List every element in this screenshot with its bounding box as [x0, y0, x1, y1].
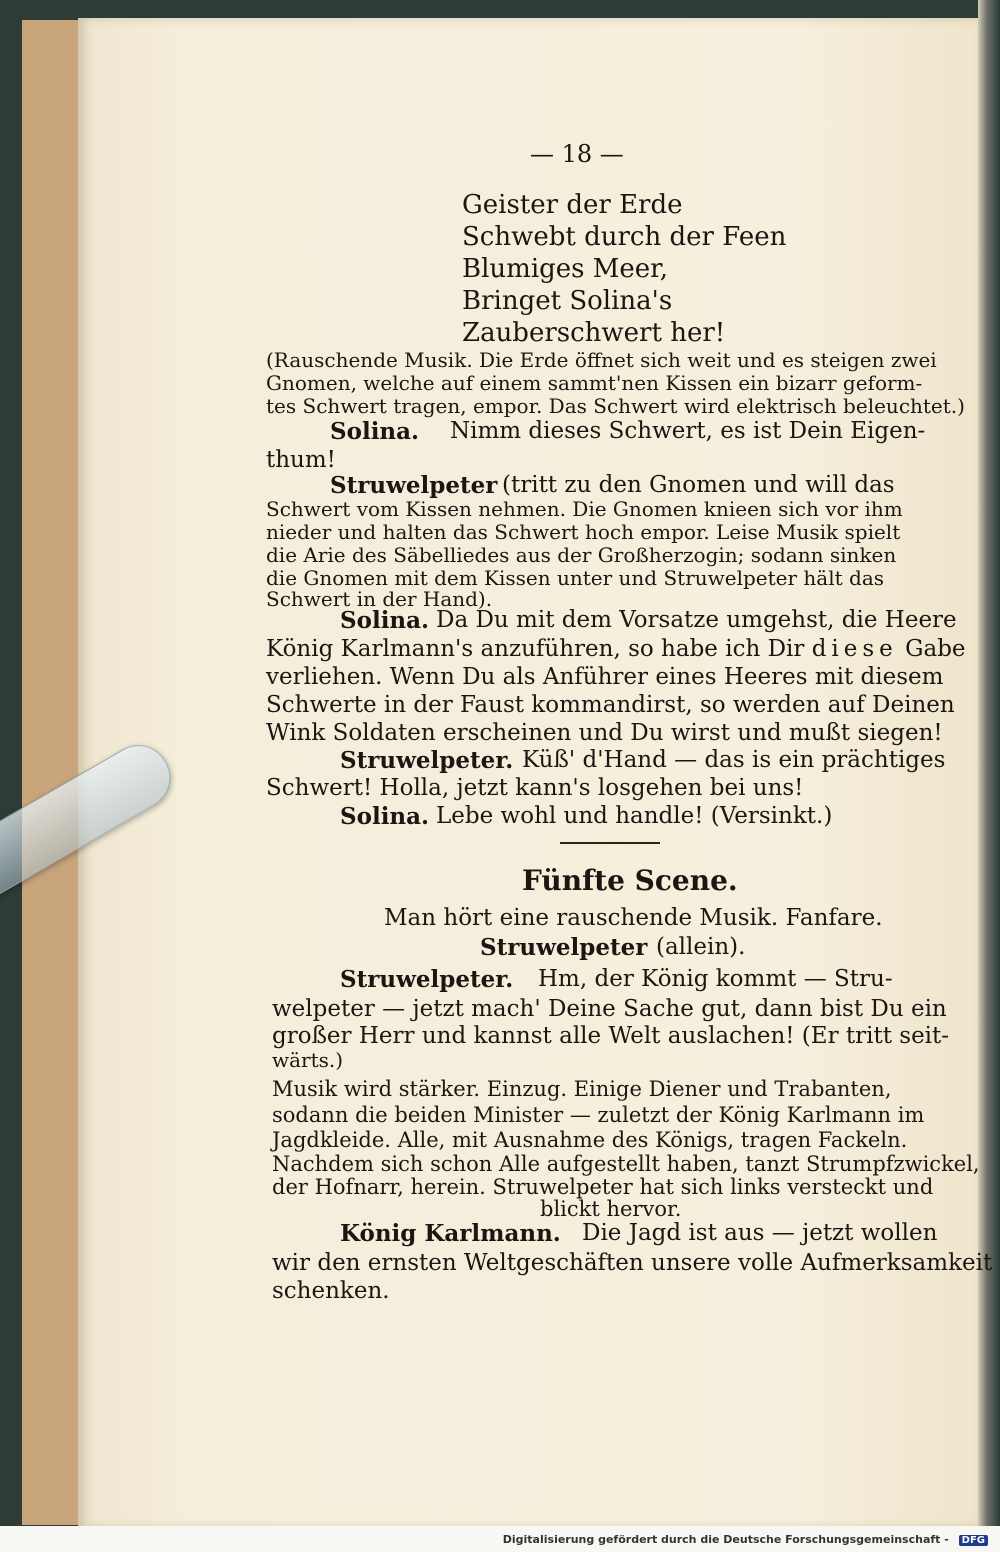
dialogue-line: welpeter — jetzt mach' Deine Sache gut, dann bist Du ein	[272, 996, 947, 1022]
dialogue-line: Schwert! Holla, jetzt kann's losgehen bei uns!	[266, 775, 804, 801]
dialogue-line: verliehen. Wenn Du als Anführer eines Heeres mit diesem	[266, 664, 944, 690]
page-number: — 18 —	[530, 140, 624, 168]
stage-direction-line: die Gnomen mit dem Kissen unter und Struwelpeter hält das	[266, 566, 885, 590]
dialogue-text: König Karlmann's anzuführen, so habe ich Dir	[266, 636, 805, 662]
stage-direction-line: die Arie des Säbelliedes aus der Großherzogin; sodann sinken	[266, 543, 897, 567]
stage-direction-line: Nachdem sich schon Alle aufgestellt haben, tanzt Strumpfzwickel,	[272, 1152, 980, 1176]
stage-direction-line: Schwert in der Hand).	[266, 587, 493, 611]
stage-direction-line: Jagdkleide. Alle, mit Ausnahme des Königs, tragen Fackeln.	[272, 1128, 908, 1152]
dialogue-line: Lebe wohl und handle! (Versinkt.)	[436, 803, 833, 829]
verse-line: Bringet Solina's	[462, 286, 673, 316]
dialogue-line: Hm, der König kommt — Stru-	[538, 966, 893, 992]
dialogue-line: wärts.)	[272, 1048, 344, 1072]
verse-line: Zauberschwert her!	[462, 318, 726, 348]
footer-bar	[0, 1526, 1000, 1552]
dialogue-line: wir den ernsten Weltgeschäften unsere volle Aufmerksamkeit	[272, 1250, 993, 1276]
dialogue-line	[266, 636, 966, 662]
dfg-logo-icon: DFG	[959, 1535, 988, 1546]
speaker-name: Solina.	[340, 803, 430, 830]
stage-direction-line: Gnomen, welche auf einem sammt'nen Kissen ein bizarr geform-	[266, 371, 923, 395]
speaker-name: Solina.	[340, 607, 430, 634]
dialogue-line: Schwerte in der Faust kommandirst, so werden auf Deinen	[266, 692, 955, 718]
verse-line: Geister der Erde	[462, 190, 683, 220]
dialogue-line: Küß' d'Hand — das is ein prächtiges	[522, 747, 946, 773]
speaker-name: König Karlmann.	[340, 1220, 561, 1247]
dialogue-line: Wink Soldaten erscheinen und Du wirst und mußt siegen!	[266, 720, 943, 746]
speaker-name: Struwelpeter	[330, 472, 498, 499]
dialogue-line: thum!	[266, 447, 336, 473]
dialogue-line: Die Jagd ist aus — jetzt wollen	[582, 1220, 938, 1246]
stage-direction-line: der Hofnarr, herein. Struwelpeter hat sich links versteckt und	[272, 1175, 934, 1199]
dialogue-line: (tritt zu den Gnomen und will das	[502, 472, 895, 498]
speaker-name: Struwelpeter.	[340, 747, 514, 774]
dialogue-line: Nimm dieses Schwert, es ist Dein Eigen-	[450, 418, 926, 444]
dialogue-line: Da Du mit dem Vorsatze umgehst, die Heere	[436, 607, 957, 633]
funding-notice	[503, 1533, 988, 1546]
cast-note: (allein).	[656, 934, 746, 960]
verse-line: Blumiges Meer,	[462, 254, 669, 284]
funding-notice-text: Digitalisierung gefördert durch die Deutsche Forschungsgemeinschaft -	[502, 1533, 949, 1546]
dialogue-line: schenken.	[272, 1278, 390, 1304]
stage-direction-line: (Rauschende Musik. Die Erde öffnet sich weit und es steigen zwei	[266, 348, 937, 372]
stage-direction-line: nieder und halten das Schwert hoch empor. Leise Musik spielt	[266, 520, 901, 544]
section-divider	[560, 842, 660, 844]
stage-direction-line: blickt hervor.	[540, 1197, 682, 1221]
scene-title: Fünfte Scene.	[522, 864, 738, 897]
right-page-edge	[978, 0, 1000, 1552]
dialogue-line: großer Herr und kannst alle Welt auslachen! (Er tritt seit-	[272, 1023, 950, 1049]
scene-stage-direction: Man hört eine rauschende Musik. Fanfare.	[384, 905, 883, 931]
verse-line: Schwebt durch der Feen	[462, 222, 787, 252]
speaker-name: Struwelpeter	[480, 934, 648, 961]
stage-direction-line: Musik wird stärker. Einzug. Einige Diener und Trabanten,	[272, 1077, 892, 1101]
speaker-name: Solina.	[330, 418, 420, 445]
speaker-name: Struwelpeter.	[340, 966, 514, 993]
stage-direction-line: sodann die beiden Minister — zuletzt der König Karlmann im	[272, 1103, 925, 1127]
spaced-emphasis: diese	[811, 636, 898, 662]
stage-direction-line: tes Schwert tragen, empor. Das Schwert wird elektrisch beleuchtet.)	[266, 394, 965, 418]
stage-direction-line: Schwert vom Kissen nehmen. Die Gnomen knieen sich vor ihm	[266, 497, 903, 521]
dialogue-text: Gabe	[905, 636, 966, 662]
